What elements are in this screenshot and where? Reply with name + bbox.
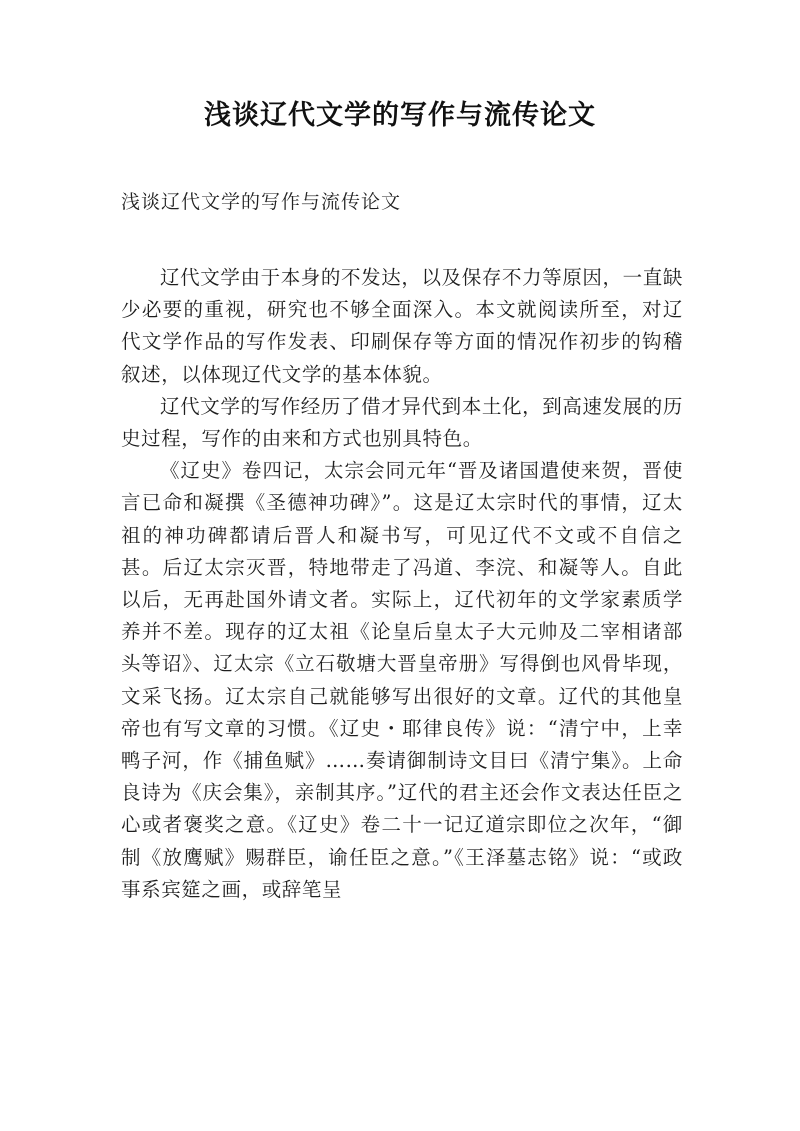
paragraph: 辽代文学的写作经历了借才异代到本土化，到高速发展的历史过程，写作的由来和方式也别具特色。 — [121, 394, 683, 451]
document-subtitle: 浅谈辽代文学的写作与流传论文 — [121, 191, 402, 213]
document-body — [121, 262, 683, 906]
document-title: 浅谈辽代文学的写作与流传论文 — [204, 100, 596, 131]
paragraph: 辽代文学由于本身的不发达，以及保存不力等原因，一直缺少必要的重视，研究也不够全面深入。本文就阅读所至，对辽代文学作品的写作发表、印刷保存等方面的情况作初步的钩稽叙述，以体现辽代文学的基本体貌。 — [121, 266, 683, 386]
paragraph: 《辽史》卷四记，太宗会同元年“晋及诸国遣使来贺，晋使言已命和凝撰《圣德神功碑》”。这是辽太宗时代的事情，辽太祖的神功碑都请后晋人和凝书写，可见辽代不文或不自信之甚。后辽太宗灭晋，特地带走了冯道、李浣、和凝等人。自此以后，无再赴国外请文者。实际上，辽代初年的文学家素质学养并不差。现存的辽太祖《论皇后皇太子大元帅及二宰相诸部头等诏》、辽太宗《立石敬塘大晋皇帝册》写得倒也风骨毕现，文采飞扬。辽太宗自己就能够写出很好的文章。辽代的其他皇帝也有写文章的习惯。《辽史・耶律良传》说：“清宁中，上幸鸭子河，作《捕鱼赋》……奏请御制诗文目曰《清宁集》。上命良诗为《庆会集》，亲制其序。”辽代的君主还会作文表达任臣之心或者褒奖之意。《辽史》卷二十一记辽道宗即位之次年，“御制《放鹰赋》赐群臣，谕任臣之意。”《王泽墓志铭》说：“或政事系宾筵之画，或辞笔呈 — [121, 459, 683, 901]
